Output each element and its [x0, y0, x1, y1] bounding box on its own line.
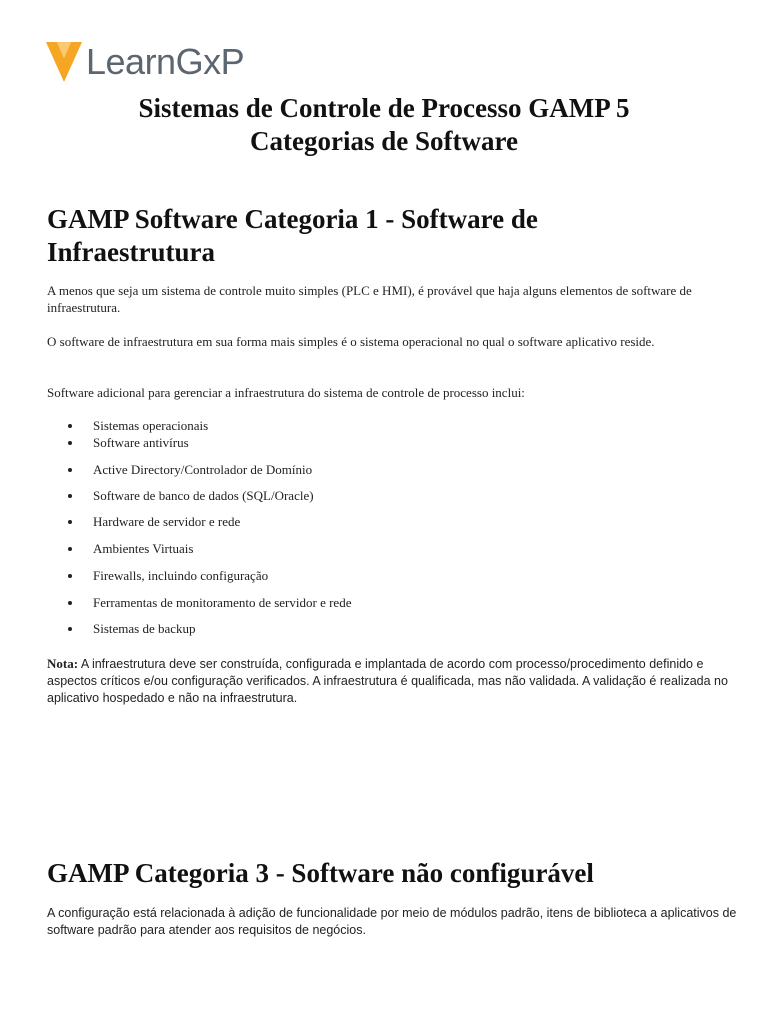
bullet-dot-icon [68, 547, 72, 551]
bullet-dot-icon [68, 627, 72, 631]
list-item-label: Sistemas de backup [93, 621, 196, 636]
document-title-line1: Sistemas de Controle de Processo GAMP 5 [138, 93, 630, 123]
section1-paragraph-1: A menos que seja um sistema de controle muito simples (PLC e HMI), é provável que haja alguns elementos de software de infraestrutura. [47, 283, 692, 315]
note-text: A infraestrutura deve ser construída, configurada e implantada de acordo com processo/procedimento definido e aspectos críticos e/ou configuração verificados. A infraestrutura é qualificada, mas não validada. A validação é realizada no aplicativo hospedado e não na infraestrutura. [47, 657, 728, 705]
bullet-dot-icon [68, 468, 72, 472]
bullet-dot-icon [68, 424, 72, 428]
section1-heading [47, 203, 737, 269]
bullet-dot-icon [68, 494, 72, 498]
logo-text: LearnGxP [86, 41, 245, 82]
bullet-dot-icon [68, 601, 72, 605]
list-item-label: Ambientes Virtuais [93, 541, 194, 556]
list-item-label: Software de banco de dados (SQL/Oracle) [93, 488, 314, 503]
section2-paragraph-1: A configuração está relacionada à adição de funcionalidade por meio de módulos padrão, itens de biblioteca a aplicativos de software padrão para atender aos requisitos de negócios. [47, 906, 737, 937]
bullet-dot-icon [68, 574, 72, 578]
note-label: Nota: [47, 656, 79, 671]
list-item-label: Sistemas operacionais [93, 418, 209, 433]
learngxp-logo [46, 40, 244, 84]
section2-heading: GAMP Categoria 3 - Software não configurável [47, 858, 594, 888]
section1-paragraph-3: Software adicional para gerenciar a infraestrutura do sistema de controle de processo inclui: [47, 385, 525, 400]
document-title-line2: Categorias de Software [250, 126, 518, 156]
section1-heading-line2: Infraestrutura [47, 237, 215, 267]
section1-paragraph-2: O software de infraestrutura em sua forma mais simples é o sistema operacional no qual o software aplicativo reside. [47, 334, 655, 349]
list-item-label: Software antivírus [93, 435, 189, 450]
list-item-label: Hardware de servidor e rede [93, 514, 241, 529]
bullet-dot-icon [68, 441, 72, 445]
note-paragraph [47, 655, 737, 707]
list-item-label: Ferramentas de monitoramento de servidor e rede [93, 595, 352, 610]
list-item-label: Firewalls, incluindo configuração [93, 568, 269, 583]
list-item-label: Active Directory/Controlador de Domínio [93, 462, 313, 477]
bullet-dot-icon [68, 520, 72, 524]
section1-heading-line1: GAMP Software Categoria 1 - Software de [47, 204, 538, 234]
document-title [0, 92, 768, 158]
v-chevron-icon [46, 42, 82, 82]
